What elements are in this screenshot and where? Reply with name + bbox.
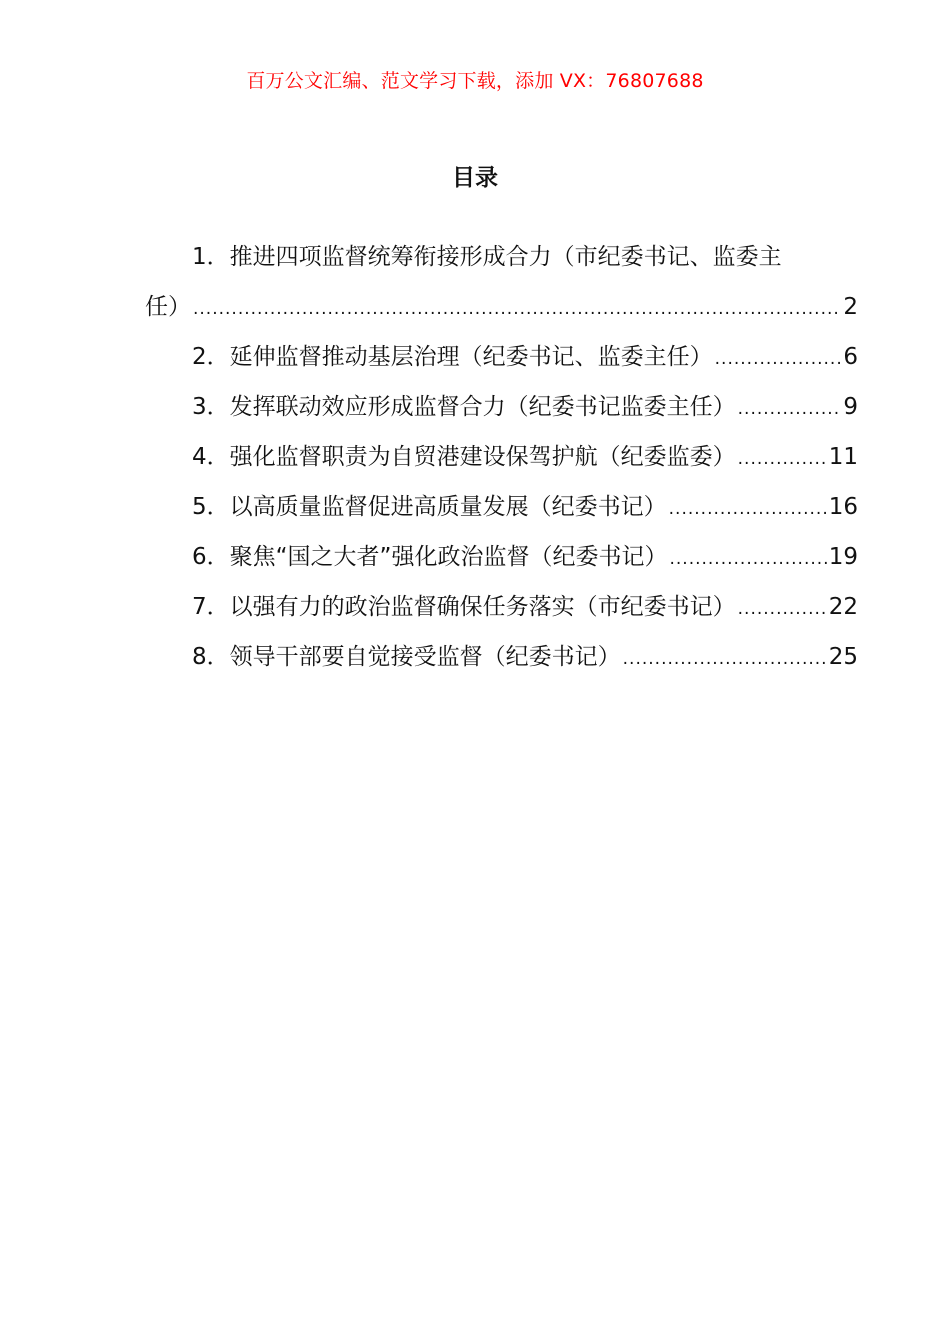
- dot-leader: [738, 384, 842, 434]
- toc-entry-title: 强化监督职责为自贸港建设保驾护航（纪委监委）: [229, 444, 736, 470]
- toc-entry-number: 1．: [192, 244, 230, 270]
- toc-entry-title-continued: 任）: [145, 294, 191, 320]
- toc-entry-title: 发挥联动效应形成监督合力（纪委书记监委主任）: [229, 394, 736, 420]
- toc-entry-number: 5．: [192, 494, 230, 520]
- toc-entry-title: 以强有力的政治监督确保任务落实（市纪委书记）: [229, 594, 736, 620]
- dot-leader: [715, 334, 842, 384]
- toc-entry-4[interactable]: [145, 432, 858, 482]
- toc-entry-1[interactable]: [145, 232, 858, 332]
- toc-title: 目录: [452, 165, 498, 191]
- toc-entry-8[interactable]: [145, 632, 858, 682]
- toc-entry-7[interactable]: [145, 582, 858, 632]
- toc-entry-title: 延伸监督推动基层治理（纪委书记、监委主任）: [229, 344, 713, 370]
- toc-entry-number: 7．: [192, 594, 230, 620]
- toc-entry-title: 推进四项监督统筹衔接形成合力（市纪委书记、监委主: [229, 244, 782, 270]
- toc-entry-page: 19: [828, 544, 858, 570]
- toc-entry-number: 6．: [192, 544, 230, 570]
- toc-entry-page: 11: [828, 444, 858, 470]
- toc-entry-title: 领导干部要自觉接受监督（纪委书记）: [229, 644, 621, 670]
- dot-leader: [669, 484, 827, 534]
- toc-entry-page: 22: [828, 594, 858, 620]
- header-note: 百万公文汇编、范文学习下载，添加 VX：76807688: [246, 70, 704, 92]
- toc-entry-title: 以高质量监督促进高质量发展（纪委书记）: [229, 494, 667, 520]
- toc-entry-6[interactable]: [145, 532, 858, 582]
- table-of-contents: [145, 232, 858, 682]
- toc-entry-page: 9: [843, 394, 858, 420]
- toc-entry-2[interactable]: [145, 332, 858, 382]
- dot-leader: [193, 284, 841, 334]
- toc-entry-number: 4．: [192, 444, 230, 470]
- toc-entry-number: 2．: [192, 344, 230, 370]
- dot-leader: [738, 584, 827, 634]
- dot-leader: [623, 634, 827, 684]
- toc-entry-title: 聚焦“国之大者”强化政治监督（纪委书记）: [229, 544, 668, 570]
- toc-entry-page: 6: [843, 344, 858, 370]
- toc-entry-number: 3．: [192, 394, 230, 420]
- toc-entry-page: 16: [828, 494, 858, 520]
- dot-leader: [738, 434, 827, 484]
- toc-entry-page: 25: [828, 644, 858, 670]
- toc-entry-5[interactable]: [145, 482, 858, 532]
- toc-entry-page: 2: [843, 294, 858, 320]
- dot-leader: [669, 534, 826, 584]
- toc-entry-number: 8．: [192, 644, 230, 670]
- toc-entry-3[interactable]: [145, 382, 858, 432]
